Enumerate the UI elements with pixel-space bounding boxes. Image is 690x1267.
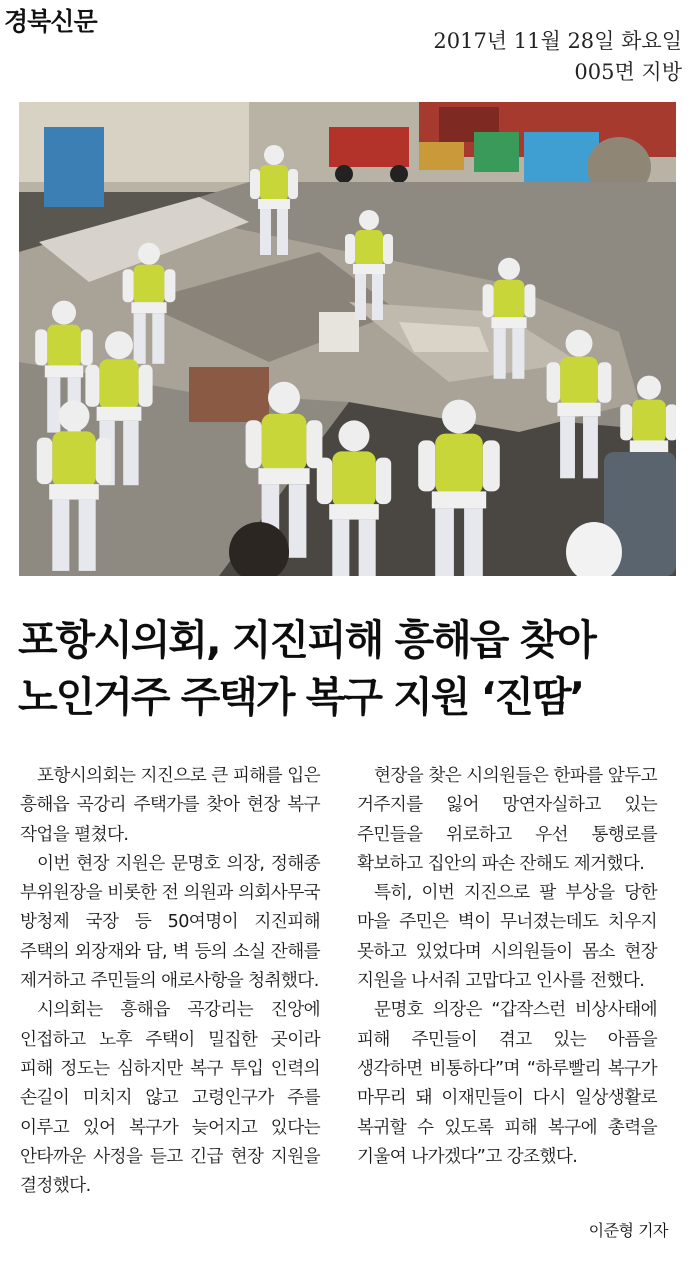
paragraph: 포항시의회는 지진으로 큰 피해를 입은 흥해읍 곡강리 주택가를 찾아 현장 복구 작업을 펼쳤다. [20,766,320,845]
page-section: 005면 지방 [574,60,682,84]
publication-date: 2017년 11월 28일 화요일 [433,29,682,53]
photo-illustration [19,102,676,576]
article-body-right-column [357,762,657,1172]
newspaper-masthead: 경북신문 [4,7,97,36]
paragraph: 현장을 찾은 시의원들은 한파를 앞두고 거주지를 잃어 망연자실하고 있는 주민들을 위로하고 우선 통행로를 확보하고 집안의 파손 잔해도 제거했다. [357,766,657,874]
paragraph: 특히, 이번 지진으로 팔 부상을 당한 마을 주민은 벽이 무너졌는데도 치우지 못하고 있었다며 시의원들이 몸소 현장 지원을 나서줘 고맙다고 인사를 전했다. [357,883,657,992]
paragraph: 이번 현장 지원은 문명호 의장, 정해종 부위원장을 비롯한 전 의원과 의회사무국 방청제 국장 등 50여명이 지진피해 주택의 외장재와 담, 벽 등의 소실 잔해를 제거하고 주민들의 애로사항을 청취했다. [20,853,320,992]
headline-line-2: 노인거주 주택가 복구 지원 ‘진땀’ [18,673,584,721]
headline-line-1: 포항시의회, 지진피해 흥해읍 찾아 [18,616,595,664]
paragraph: 시의회는 흥해읍 곡강리는 진앙에 인접하고 노후 주택이 밀집한 곳이라 피해 정도는 심하지만 복구 투입 인력의 손길이 미치지 않고 고령인구가 주를 이루고 있어 복구가 늦어지고 있다는 안타까운 사정을 듣고 긴급 현장 지원을 결정했다. [20,1000,320,1197]
article-headline [18,612,678,726]
reporter-byline: 이준형 기자 [588,1221,668,1240]
article-body-left-column [20,762,320,1201]
dateline [433,26,682,88]
paragraph: 문명호 의장은 “갑작스런 비상사태에 피해 주민들이 겪고 있는 아픔을 생각하면 비통하다”며 “하루빨리 복구가 마무리 돼 이재민들이 다시 일상생활로 복귀할 수 있도록 피해 복구에 총력을 기울여 나가겠다”고 강조했다. [357,1000,657,1167]
news-photo [19,102,676,576]
